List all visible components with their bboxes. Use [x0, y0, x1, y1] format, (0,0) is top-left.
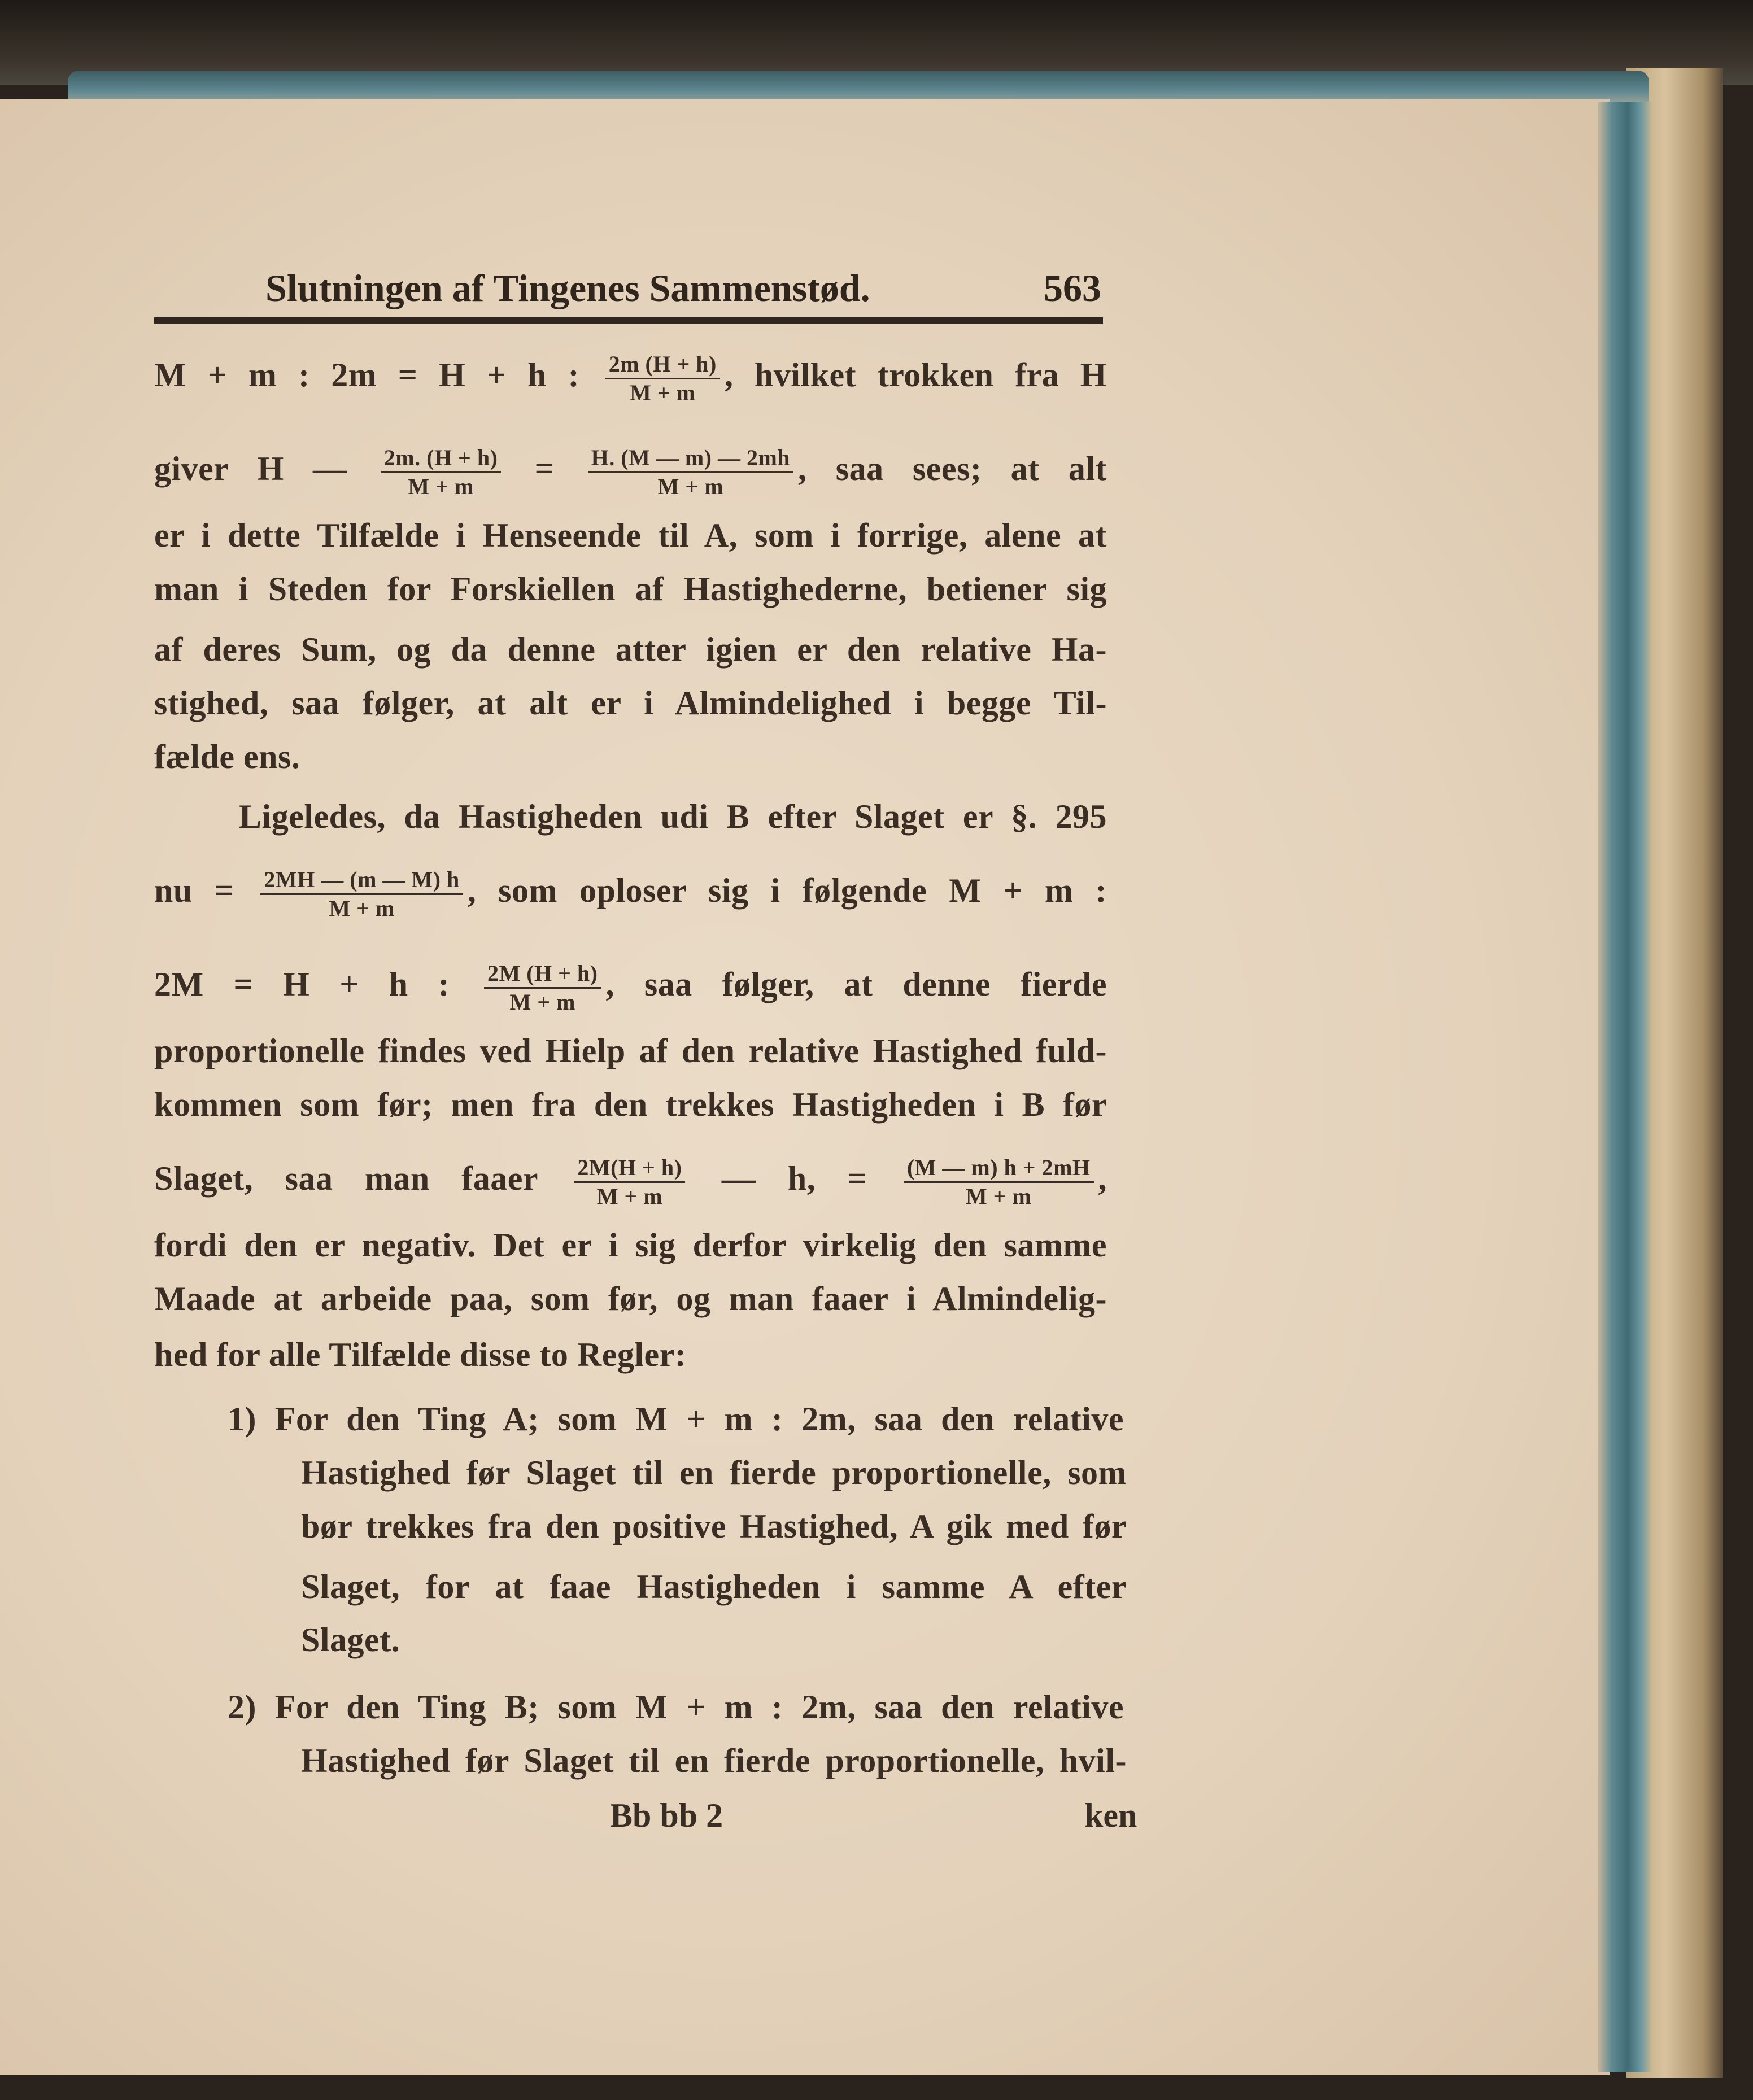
text-segment: giver H — — [154, 450, 376, 487]
text-line — [301, 1609, 1127, 1671]
fraction-denominator: M + m — [596, 1183, 663, 1209]
fraction-numerator: H. (M — m) — 2mh — [588, 444, 793, 473]
running-header — [265, 257, 1101, 319]
text-line — [301, 1495, 1127, 1557]
catchword: ken — [1084, 1797, 1137, 1834]
fraction — [260, 866, 463, 922]
fraction — [484, 960, 601, 1016]
text-segment: proportionelle findes ved Hielp af den relative Hastighed fuld- — [154, 1032, 1107, 1069]
text-line — [301, 1442, 1127, 1504]
text-segment: , som oploser sig i følgende M + m : — [467, 872, 1107, 909]
fraction — [904, 1154, 1094, 1210]
text-segment: hed for alle Tilfælde disse to Regler: — [154, 1336, 687, 1373]
fraction-numerator: 2MH — (m — M) h — [260, 866, 463, 895]
text-segment: stighed, saa følger, at alt er i Almindelighed i begge Til- — [154, 684, 1107, 722]
fraction-numerator: 2M(H + h) — [574, 1154, 685, 1183]
fraction-denominator: M + m — [329, 895, 395, 921]
header-rule — [154, 317, 1103, 324]
page-number: 563 — [1044, 267, 1101, 309]
fraction-denominator: M + m — [630, 379, 696, 405]
text-segment: man i Steden for Forskiellen af Hastighederne, betiener sig — [154, 570, 1107, 608]
text-segment: Hastighed før Slaget til en fierde proportionelle, hvil- — [301, 1742, 1127, 1779]
text-line — [154, 785, 1107, 848]
text-segment: Slaget, for at faae Hastigheden i samme A efter — [301, 1568, 1127, 1605]
text-segment: kommen som før; men fra den trekkes Hastigheden i B før — [154, 1086, 1107, 1123]
text-line — [154, 618, 1107, 680]
fraction — [588, 444, 793, 500]
fraction-numerator: 2m (H + h) — [605, 351, 720, 379]
text-line — [154, 726, 1107, 788]
text-segment: Hastighed før Slaget til en fierde proportionelle, som — [301, 1454, 1127, 1491]
text-line — [154, 344, 1107, 406]
text-segment: , saa følger, at denne fierde — [605, 966, 1107, 1003]
fraction-denominator: M + m — [965, 1183, 1032, 1209]
text-segment: 2M = H + h : — [154, 966, 479, 1003]
text-line — [228, 1388, 1124, 1450]
fraction-denominator: M + m — [657, 473, 724, 499]
text-segment: Slaget, saa man faaer — [154, 1160, 570, 1197]
book-fore-edge — [1598, 102, 1652, 2072]
text-line — [154, 953, 1107, 1015]
text-line — [154, 1268, 1107, 1330]
text-line — [154, 1073, 1107, 1136]
fraction-numerator: (M — m) h + 2mH — [904, 1154, 1094, 1183]
text-line — [154, 1324, 1107, 1386]
text-segment: fælde ens. — [154, 738, 300, 775]
text-line — [154, 504, 1107, 566]
fraction-numerator: 2m. (H + h) — [381, 444, 502, 473]
text-line — [154, 859, 1107, 922]
text-segment: bør trekkes fra den positive Hastighed, A gik med før — [301, 1508, 1127, 1545]
fraction-denominator: M + m — [509, 989, 575, 1015]
fraction-numerator: 2M (H + h) — [484, 960, 601, 989]
text-line — [154, 1020, 1107, 1082]
text-line — [154, 558, 1107, 620]
text-segment: Slaget. — [301, 1621, 400, 1658]
fraction — [574, 1154, 685, 1210]
signature-mark: Bb bb 2 — [610, 1797, 723, 1834]
text-segment: er i dette Tilfælde i Henseende til A, som i forrige, alene at — [154, 517, 1107, 554]
text-segment: 1) For den Ting A; som M + m : 2m, saa den relative — [228, 1400, 1124, 1438]
text-segment: , — [1098, 1160, 1107, 1197]
text-segment: 2) For den Ting B; som M + m : 2m, saa den relative — [228, 1688, 1124, 1726]
fraction — [605, 351, 720, 407]
text-segment: Maade at arbeide paa, som før, og man faaer i Almindelig- — [154, 1280, 1107, 1317]
text-line — [154, 672, 1107, 734]
text-segment: nu = — [154, 872, 256, 909]
text-segment: af deres Sum, og da denne atter igien er den relative Ha- — [154, 631, 1107, 668]
text-segment: = — [505, 450, 583, 487]
text-segment: M + m : 2m = H + h : — [154, 356, 601, 394]
text-segment: — h, = — [690, 1160, 899, 1197]
running-title: Slutningen af Tingenes Sammenstød. — [265, 267, 870, 309]
fraction-denominator: M + m — [408, 473, 474, 499]
fraction — [381, 444, 502, 500]
text-segment: , saa sees; at alt — [798, 450, 1107, 487]
text-line — [154, 438, 1107, 500]
text-segment: , hvilket trokken fra H — [724, 356, 1107, 394]
text-line — [154, 1147, 1107, 1210]
text-segment: Ligeledes, da Hastigheden udi B efter Slaget er §. 295 — [239, 798, 1107, 835]
text-line — [154, 1214, 1107, 1276]
text-segment: fordi den er negativ. Det er i sig derfor virkelig den samme — [154, 1226, 1107, 1264]
text-line — [228, 1676, 1124, 1738]
text-line — [301, 1730, 1127, 1792]
